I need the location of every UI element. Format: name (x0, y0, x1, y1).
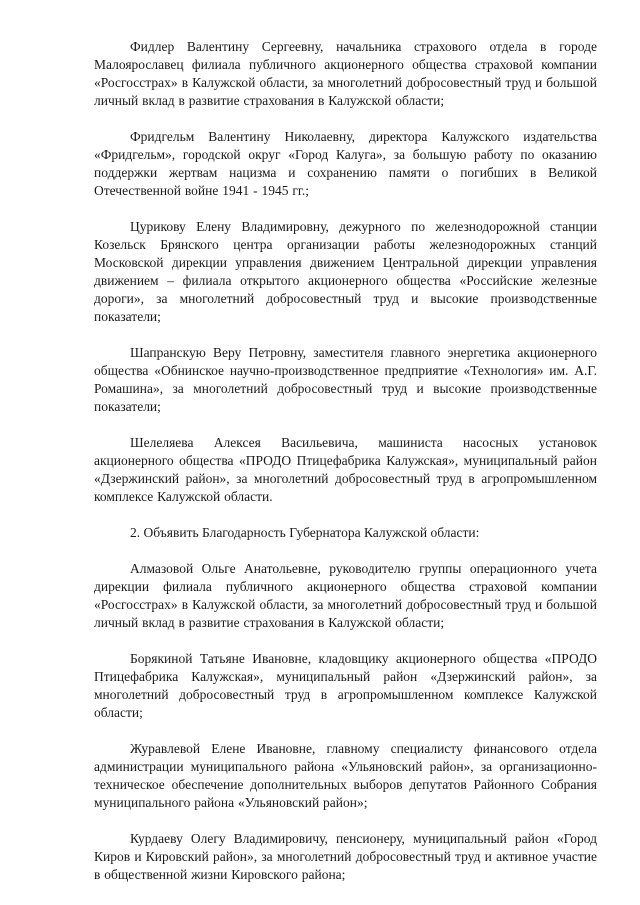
award-paragraph-shelelyaev: Шелеляева Алексея Васильевича, машиниста насосных установок акционерного общества «ПРОДО Птицефабрика Калужская», муниципальный район «Дзержинский район», за многолетний добросовестный труд в агропромышленном комплексе Калужской области. (94, 435, 597, 504)
award-paragraph-fridgelm: Фридгельм Валентину Николаевну, директора Калужского издательства «Фридгельм», городской округ «Город Калуга», за большую работу по оказанию поддержки жертвам нацизма и сохранению памяти о погибших в Великой Отечественной войне 1941 - 1945 гг.; (94, 129, 597, 198)
award-paragraph-tsurikova: Цурикову Елену Владимировну, дежурного по железнодорожной станции Козельск Брянского центра организации работы железнодорожных станций Московской дирекции управления движением Центральной дирекции управления движением – филиала открытого акционерного общества «Российские железные дороги», за многолетний добросовестный труд и высокие производственные показатели; (94, 219, 597, 324)
award-paragraph-fidler: Фидлер Валентину Сергеевну, начальника страхового отдела в городе Малоярославец филиала публичного акционерного общества страховой компании «Росгосстрах» в Калужской области, за многолетний добросовестный труд и большой личный вклад в развитие страхования в Калужской области; (94, 39, 597, 108)
gratitude-paragraph-boryakina: Борякиной Татьяне Ивановне, кладовщику акционерного общества «ПРОДО Птицефабрика Калужская», муниципальный район «Дзержинский район», за многолетний добросовестный труд в агропромышленном комплексе Калужской области; (94, 651, 597, 720)
gratitude-paragraph-almazova: Алмазовой Ольге Анатольевне, руководителю группы операционного учета дирекции филиала публичного акционерного общества страховой компании «Росгосстрах» в Калужской области, за многолетний добросовестный труд и большой личный вклад в развитие страхования в Калужской области; (94, 561, 597, 630)
document-page (94, 38, 597, 902)
award-paragraph-shapranskaya: Шапранскую Веру Петровну, заместителя главного энергетика акционерного общества «Обнинское научно-производственное предприятие «Технология» им. А.Г. Ромашина», за многолетний добросовестный труд и высокие производственные показатели; (94, 345, 597, 414)
gratitude-paragraph-kurdaev: Курдаеву Олегу Владимировичу, пенсионеру, муниципальный район «Город Киров и Кировский район», за многолетний добросовестный труд и активное участие в общественной жизни Кировского района; (94, 831, 597, 882)
gratitude-paragraph-zhuravleva: Журавлевой Елене Ивановне, главному специалисту финансового отдела администрации муниципального района «Ульяновский район», за организационно-техническое обеспечение дополнительных выборов депутатов Районного Собрания муниципального района «Ульяновский район»; (94, 741, 597, 810)
section-heading: 2. Объявить Благодарность Губернатора Калужской области: (130, 525, 480, 540)
